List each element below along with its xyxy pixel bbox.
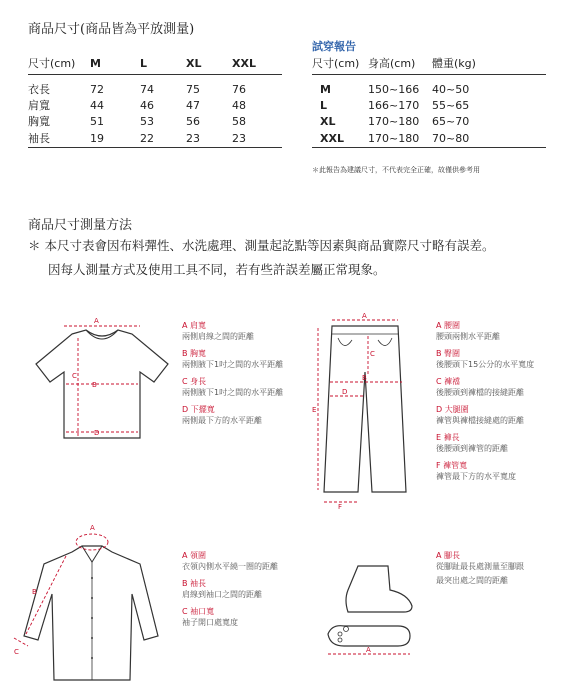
legend-desc: 兩側最下方的水平距離 xyxy=(182,416,262,425)
legend-title: D 下擺寬 xyxy=(182,405,215,414)
table-cell: 150~166 xyxy=(368,82,420,96)
legend-desc: 後腰頭到褲檔的接縫距離 xyxy=(436,388,524,397)
label-a: A xyxy=(94,317,99,325)
table-cell: 74 xyxy=(140,82,154,96)
method-title: 商品尺寸測量方法 xyxy=(28,218,133,233)
label-a: A xyxy=(90,524,95,532)
table-row xyxy=(312,113,546,129)
table-cell: 46 xyxy=(140,98,154,112)
table-row xyxy=(28,129,282,148)
method-line-1: 本尺寸表會因布料彈性、水洗處理、測量起訖點等因素與商品實際尺寸略有誤差。 xyxy=(44,238,495,253)
foot-diagram xyxy=(318,560,418,670)
legend-title: C 袖口寬 xyxy=(182,607,215,616)
legend-desc: 衣領內側水平繞一圈的距離 xyxy=(182,562,278,571)
label-b: B xyxy=(362,374,367,382)
legend-title: E 褲長 xyxy=(436,433,460,442)
row-label: 胸寬 xyxy=(28,115,50,128)
table-cell: 48 xyxy=(232,98,246,112)
table-cell: 170~180 xyxy=(368,114,420,128)
report-size: M xyxy=(320,82,331,96)
method-text xyxy=(28,234,495,282)
table-row xyxy=(312,129,546,148)
report-table-header xyxy=(312,52,546,75)
header-xxl: XXL xyxy=(232,52,282,75)
legend-desc: 褲管與褲檔接縫處的距離 xyxy=(436,416,524,425)
report-size: XXL xyxy=(312,129,368,148)
table-cell: 75 xyxy=(186,82,200,96)
report-header-size: 尺寸(cm) xyxy=(312,52,368,75)
report-size: XL xyxy=(320,114,336,128)
table-cell: 170~180 xyxy=(368,129,432,148)
table-row xyxy=(28,81,282,97)
table-cell: 72 xyxy=(90,82,104,96)
legend-title: C 身長 xyxy=(182,377,207,386)
row-label: 袖長 xyxy=(28,129,90,148)
legend-title: F 褲管寬 xyxy=(436,461,468,470)
legend-desc: 後腰頭到褲管的距離 xyxy=(436,444,508,453)
legend-desc: 腰頭兩側水平距離 xyxy=(436,332,500,341)
label-d: D xyxy=(342,388,348,396)
legend-desc: 肩線到袖口之間的距離 xyxy=(182,590,262,599)
legend-title: A 肩寬 xyxy=(182,321,207,330)
legend-desc: 兩側腋下1吋之間的水平距離 xyxy=(182,388,284,397)
table-row xyxy=(28,113,282,129)
header-xl: XL xyxy=(186,52,232,75)
header-l: L xyxy=(140,52,186,75)
label-a: A xyxy=(362,312,367,320)
report-title: 試穿報告 xyxy=(312,40,356,53)
pants-outline xyxy=(324,326,406,492)
legend-pants xyxy=(436,320,572,488)
header-size: 尺寸(cm) xyxy=(28,52,90,75)
label-b: B xyxy=(92,381,97,389)
table-cell: 23 xyxy=(186,129,232,148)
legend-title: A 腰圍 xyxy=(436,321,461,330)
size-table xyxy=(28,52,282,148)
table-cell: 70~80 xyxy=(432,129,546,148)
row-label: 衣長 xyxy=(28,83,50,96)
table-row xyxy=(312,97,546,113)
longshirt-outline xyxy=(24,546,158,680)
legend-desc: 袖子開口處寬度 xyxy=(182,618,238,627)
table-cell: 58 xyxy=(232,114,246,128)
table-cell: 53 xyxy=(140,114,154,128)
table-cell: 56 xyxy=(186,114,200,128)
table-cell: 51 xyxy=(90,114,104,128)
table-cell: 76 xyxy=(232,82,246,96)
label-e: E xyxy=(312,406,317,414)
legend-foot xyxy=(436,550,572,592)
table-cell: 166~170 xyxy=(368,98,420,112)
size-section-title: 商品尺寸(商品皆為平放測量) xyxy=(28,22,195,37)
report-table xyxy=(312,52,546,148)
label-c: C xyxy=(370,350,375,358)
legend-longshirt xyxy=(182,550,302,634)
table-cell: 47 xyxy=(186,98,200,112)
label-b: B xyxy=(32,588,37,596)
size-table-header xyxy=(28,52,282,75)
row-label: 肩寬 xyxy=(28,99,50,112)
method-line-2: 因每人測量方式及使用工具不同，若有些許誤差屬正常現象。 xyxy=(48,262,386,277)
foot-side-outline xyxy=(346,566,412,612)
table-cell: 65~70 xyxy=(432,114,470,128)
legend-title: D 大腿圍 xyxy=(436,405,469,414)
label-c: C xyxy=(14,648,19,656)
bullet-asterisk: ＊ xyxy=(28,238,41,253)
table-row xyxy=(28,97,282,113)
table-cell: 55~65 xyxy=(432,98,470,112)
legend-desc: 從腳趾最長處測量至腳跟 xyxy=(436,562,524,571)
legend-title: A 腳長 xyxy=(436,551,461,560)
legend-title: C 褲襠 xyxy=(436,377,461,386)
table-cell: 23 xyxy=(232,129,282,148)
legend-desc: 最突出處之間的距離 xyxy=(436,576,508,585)
report-size: L xyxy=(320,98,328,112)
report-header-height: 身高(cm) xyxy=(368,52,432,75)
legend-title: B 袖長 xyxy=(182,579,207,588)
legend-desc: 褲管最下方的水平寬度 xyxy=(436,472,516,481)
legend-desc: 兩側腋下1吋之間的水平距離 xyxy=(182,360,284,369)
tshirt-diagram xyxy=(28,312,176,452)
label-a: A xyxy=(366,646,371,654)
report-header-weight: 體重(kg) xyxy=(432,52,546,75)
header-m: M xyxy=(90,52,140,75)
pants-diagram xyxy=(308,312,418,512)
label-f: F xyxy=(338,503,343,511)
table-cell: 22 xyxy=(140,129,186,148)
table-cell: 19 xyxy=(90,129,140,148)
label-d: D xyxy=(94,429,100,437)
report-note: ＊此報告為建議尺寸，不代表完全正確，故僅供參考用 xyxy=(312,166,480,174)
legend-title: B 臀圍 xyxy=(436,349,461,358)
table-cell: 40~50 xyxy=(432,82,470,96)
legend-title: B 胸寬 xyxy=(182,349,207,358)
label-c: C xyxy=(72,372,77,380)
table-row xyxy=(312,81,546,97)
table-cell: 44 xyxy=(90,98,104,112)
legend-desc: 兩側肩線之間的距離 xyxy=(182,332,254,341)
longshirt-diagram xyxy=(8,518,176,690)
legend-title: A 領圍 xyxy=(182,551,207,560)
legend-desc: 後腰頭下15公分的水平寬度 xyxy=(436,360,535,369)
legend-tshirt xyxy=(182,320,302,432)
